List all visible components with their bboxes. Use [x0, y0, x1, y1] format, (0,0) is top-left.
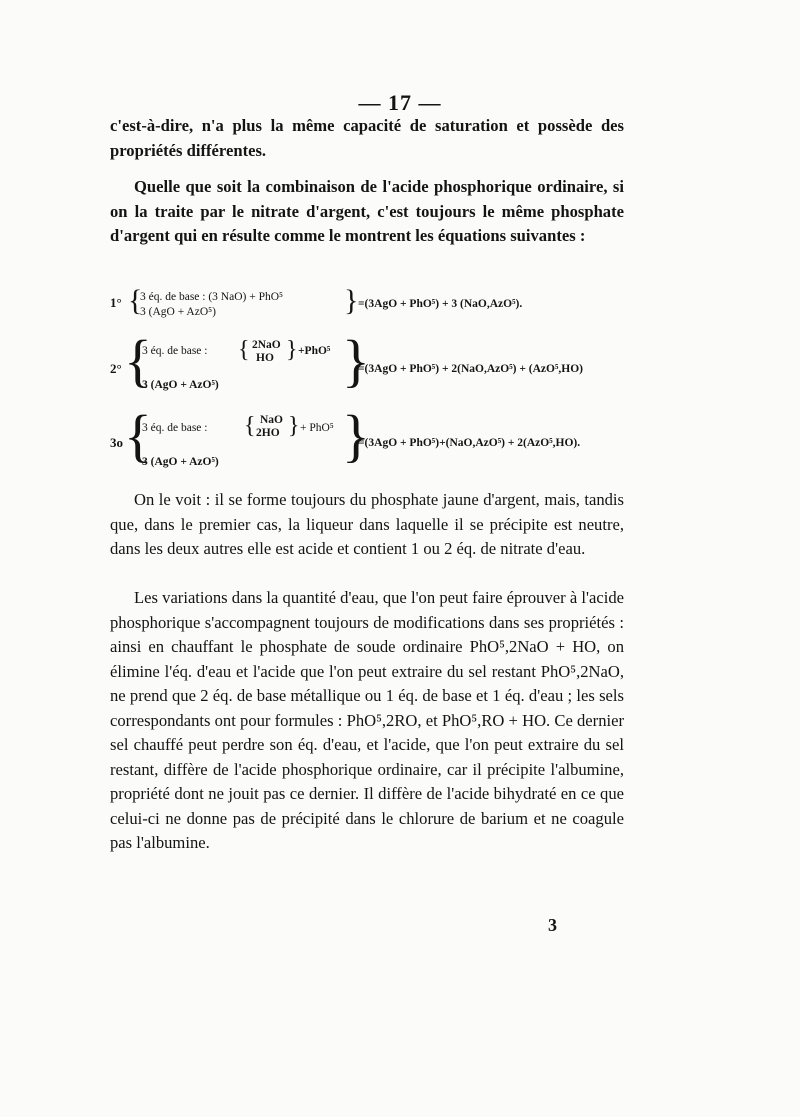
equation-3-inner-left-brace: {	[244, 413, 256, 439]
equation-2-left-brace: {	[124, 328, 152, 393]
equation-1-line-b: 3 (AgO + AzO⁵)	[140, 306, 216, 318]
equation-3-left-brace: {	[124, 403, 152, 468]
paragraph-4	[110, 586, 624, 856]
equation-3	[110, 403, 640, 471]
equation-2-line-b: 3 (AgO + AzO⁵)	[142, 379, 219, 391]
page-number: — 17 —	[358, 90, 442, 115]
equation-1-result: =(3AgO + PhO⁵) + 3 (NaO,AzO⁵).	[358, 298, 523, 310]
equation-2-line-a-bottom: HO	[256, 352, 274, 364]
equation-1-left-brace: {	[128, 284, 143, 317]
equation-3-inner-right-brace: }	[288, 413, 300, 439]
paragraph-2-text: Quelle que soit la combinaison de l'acide phosphorique ordinaire, si on la traite par le nitrate d'argent, c'est toujours le même phosphate d'argent qui en résulte comme le montrent les équations suivantes :	[110, 177, 624, 245]
equation-3-line-a: 3 éq. de base :	[142, 422, 208, 434]
equation-1	[110, 284, 630, 322]
equation-1-line-a: 3 éq. de base : (3 NaO) + PhO⁵	[140, 291, 284, 303]
paragraph-2	[110, 175, 624, 249]
paragraph-1	[110, 114, 624, 163]
equation-3-line-a-bottom: 2HO	[256, 427, 280, 439]
equation-3-result: =(3AgO + PhO⁵)+(NaO,AzO⁵) + 2(AzO⁵,HO).	[358, 437, 581, 449]
equation-2	[110, 328, 630, 396]
equation-2-right-brace: }	[342, 328, 370, 393]
paragraph-1-text: c'est-à-dire, n'a plus la même capacité de saturation et possède des propriétés différentes.	[110, 116, 624, 160]
equation-2-inner-left-brace: {	[238, 337, 250, 363]
equation-3-right-brace: }	[342, 403, 370, 468]
equation-3-line-a-right: + PhO⁵	[300, 422, 334, 434]
equation-1-number: 1°	[110, 295, 122, 310]
equation-2-line-a-right: +PhO⁵	[298, 345, 331, 357]
paragraph-3-text: On le voit : il se forme toujours du phosphate jaune d'argent, mais, tandis que, dans le premier cas, la liqueur dans laquelle il se précipite est neutre, dans les deux autres elle est acide et contient 1 ou 2 éq. de nitrate d'eau.	[110, 490, 624, 558]
equation-2-line-a-top: 2NaO	[252, 339, 281, 351]
signature-mark: 3	[548, 915, 557, 935]
equation-3-number: 3o	[110, 435, 123, 450]
equation-1-right-brace: }	[344, 284, 359, 317]
equation-2-number: 2°	[110, 361, 122, 376]
equation-2-result: =(3AgO + PhO⁵) + 2(NaO,AzO⁵) + (AzO⁵,HO)	[358, 363, 583, 375]
paragraph-3	[110, 488, 624, 562]
equation-3-line-b: 3 (AgO + AzO⁵)	[142, 456, 219, 468]
paragraph-4-text: Les variations dans la quantité d'eau, que l'on peut faire éprouver à l'acide phosphorique s'accompagnent toujours de modifications dans ses propriétés : ainsi en chauffant le phosphate de soude ordinaire PhO⁵,2NaO + HO, on élimine l'éq. d'eau et l'acide que l'on peut extraire du sel restant PhO⁵,2NaO, ne prend que 2 éq. de base métallique ou 1 éq. de base et 1 éq. d'eau ; les sels correspondants ont pour formules : PhO⁵,2RO, et PhO⁵,RO + HO. Ce dernier sel chauffé peut perdre son éq. d'eau, et l'acide, que l'on peut extraire du sel restant, diffère de l'acide phosphorique ordinaire, car il précipite l'albumine, propriété dont ne jouit pas ce dernier. Il diffère de l'acide bihydraté en ce que celui-ci ne donne pas de précipité dans le chlorure de barium et ne coagule pas l'albumine.	[110, 588, 624, 852]
equation-2-inner-right-brace: }	[286, 337, 298, 363]
equation-3-line-a-top: NaO	[260, 414, 283, 426]
equation-2-line-a: 3 éq. de base :	[142, 345, 208, 357]
